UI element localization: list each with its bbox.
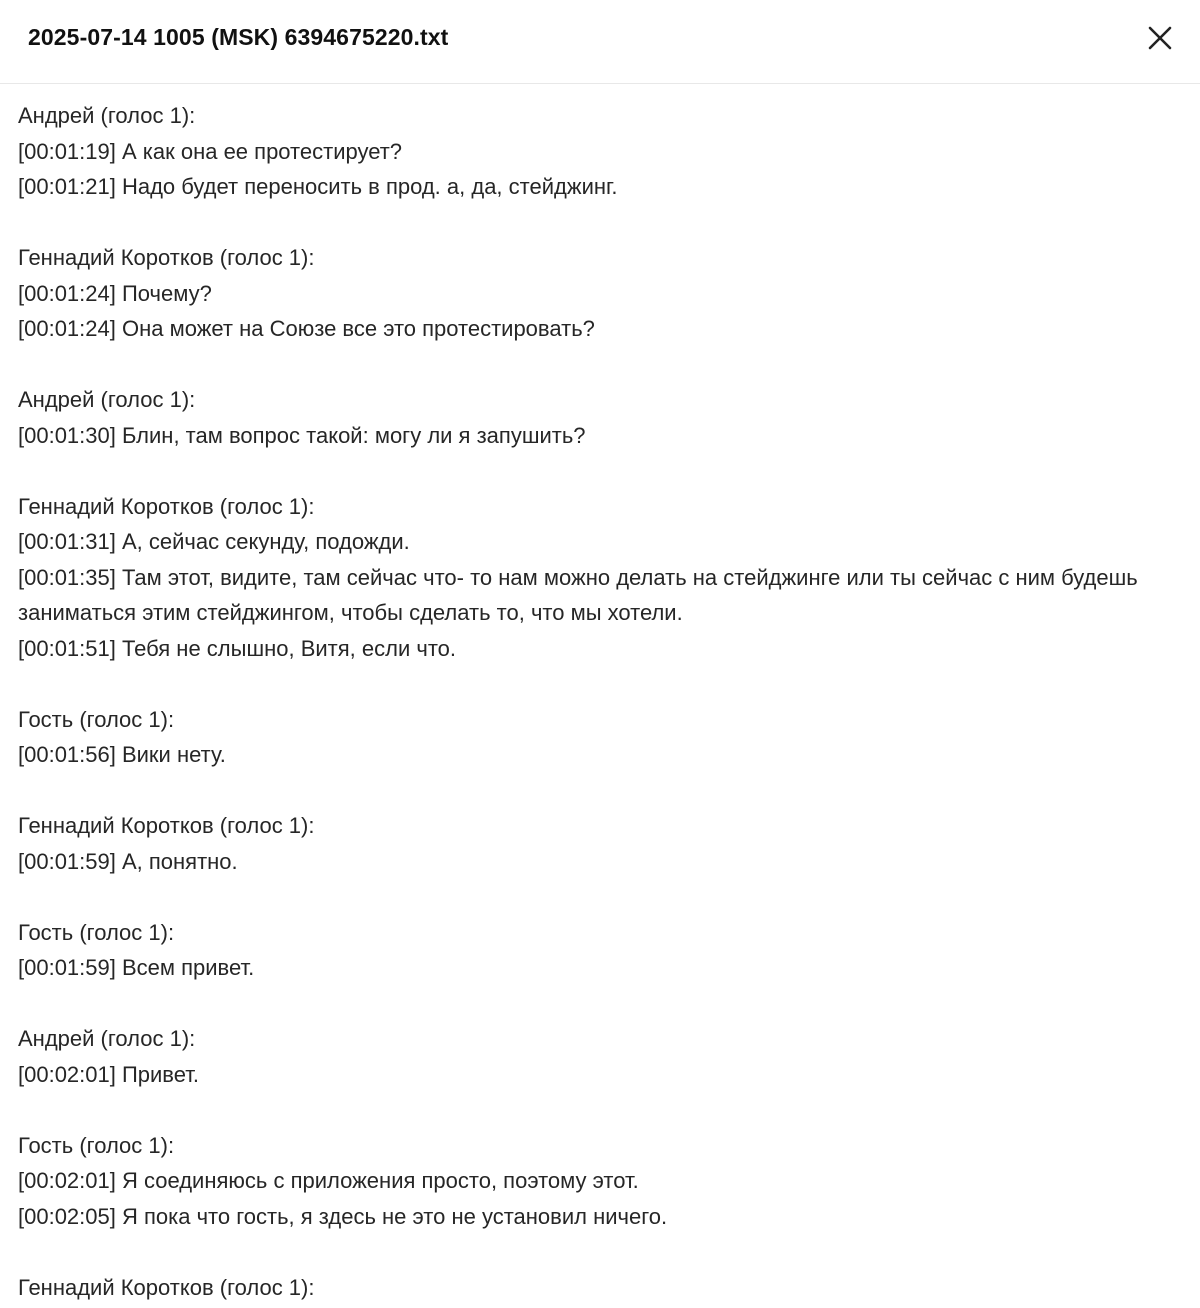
speaker-name: Гость (голос 1): — [18, 1132, 175, 1158]
transcript-block — [18, 240, 1182, 347]
transcript-line: [00:01:51] Тебя не слышно, Витя, если что. — [18, 635, 457, 661]
transcript-line: [00:01:59] А, понятно. — [18, 848, 238, 874]
speaker-name: Геннадий Коротков (голос 1): — [18, 493, 315, 519]
transcript-line: [00:01:31] А, сейчас секунду, подожди. — [18, 529, 410, 554]
speaker-name: Андрей (голос 1): — [18, 387, 196, 412]
transcript-line: [00:01:35] Там этот, видите, там сейчас что- то нам можно делать на стейджинге или ты сейчас с ним будешь заниматься этим стейджингом, чтобы сделать то, что мы хотели. — [18, 564, 1138, 625]
transcript-block — [18, 1021, 1182, 1092]
transcript-line: [00:02:05] Я пока что гость, я здесь не это не установил ничего. — [18, 1203, 668, 1229]
transcript-content — [0, 84, 1200, 1305]
modal-header — [0, 0, 1200, 84]
file-title: 2025-07-14 1005 (MSK) 6394675220.txt — [28, 24, 449, 50]
transcript-block — [18, 98, 1182, 205]
transcript-block — [18, 489, 1182, 667]
transcript-line: [00:01:30] Блин, там вопрос такой: могу ли я запушить? — [18, 422, 586, 448]
transcript-block — [18, 915, 1182, 986]
speaker-name: Андрей (голос 1): — [18, 103, 196, 128]
speaker-name: Гость (голос 1): — [18, 706, 175, 732]
speaker-name: Геннадий Коротков (голос 1): — [18, 1274, 315, 1300]
transcript-line: [00:01:24] Почему? — [18, 280, 212, 306]
speaker-name: Андрей (голос 1): — [18, 1026, 196, 1051]
transcript-block — [18, 1270, 1182, 1306]
transcript-line: [00:01:56] Вики нету. — [18, 742, 226, 767]
close-button[interactable] — [1140, 18, 1180, 58]
transcript-line: [00:02:01] Привет. — [18, 1061, 200, 1087]
transcript-line: [00:02:01] Я соединяюсь с приложения просто, поэтому этот. — [18, 1168, 639, 1193]
transcript-block — [18, 702, 1182, 773]
transcript-line: [00:01:59] Всем привет. — [18, 955, 255, 980]
speaker-name: Геннадий Коротков (голос 1): — [18, 245, 315, 270]
transcript-block — [18, 1128, 1182, 1235]
speaker-name: Гость (голос 1): — [18, 919, 175, 945]
transcript-line: [00:01:19] А как она ее протестирует? — [18, 138, 403, 164]
transcript-line: [00:01:21] Надо будет переносить в прод. а, да, стейджинг. — [18, 174, 618, 199]
transcript-block — [18, 382, 1182, 453]
transcript-line: [00:01:24] Она может на Союзе все это протестировать? — [18, 316, 595, 341]
close-icon — [1147, 25, 1173, 51]
transcript-block — [18, 808, 1182, 879]
speaker-name: Геннадий Коротков (голос 1): — [18, 813, 315, 838]
